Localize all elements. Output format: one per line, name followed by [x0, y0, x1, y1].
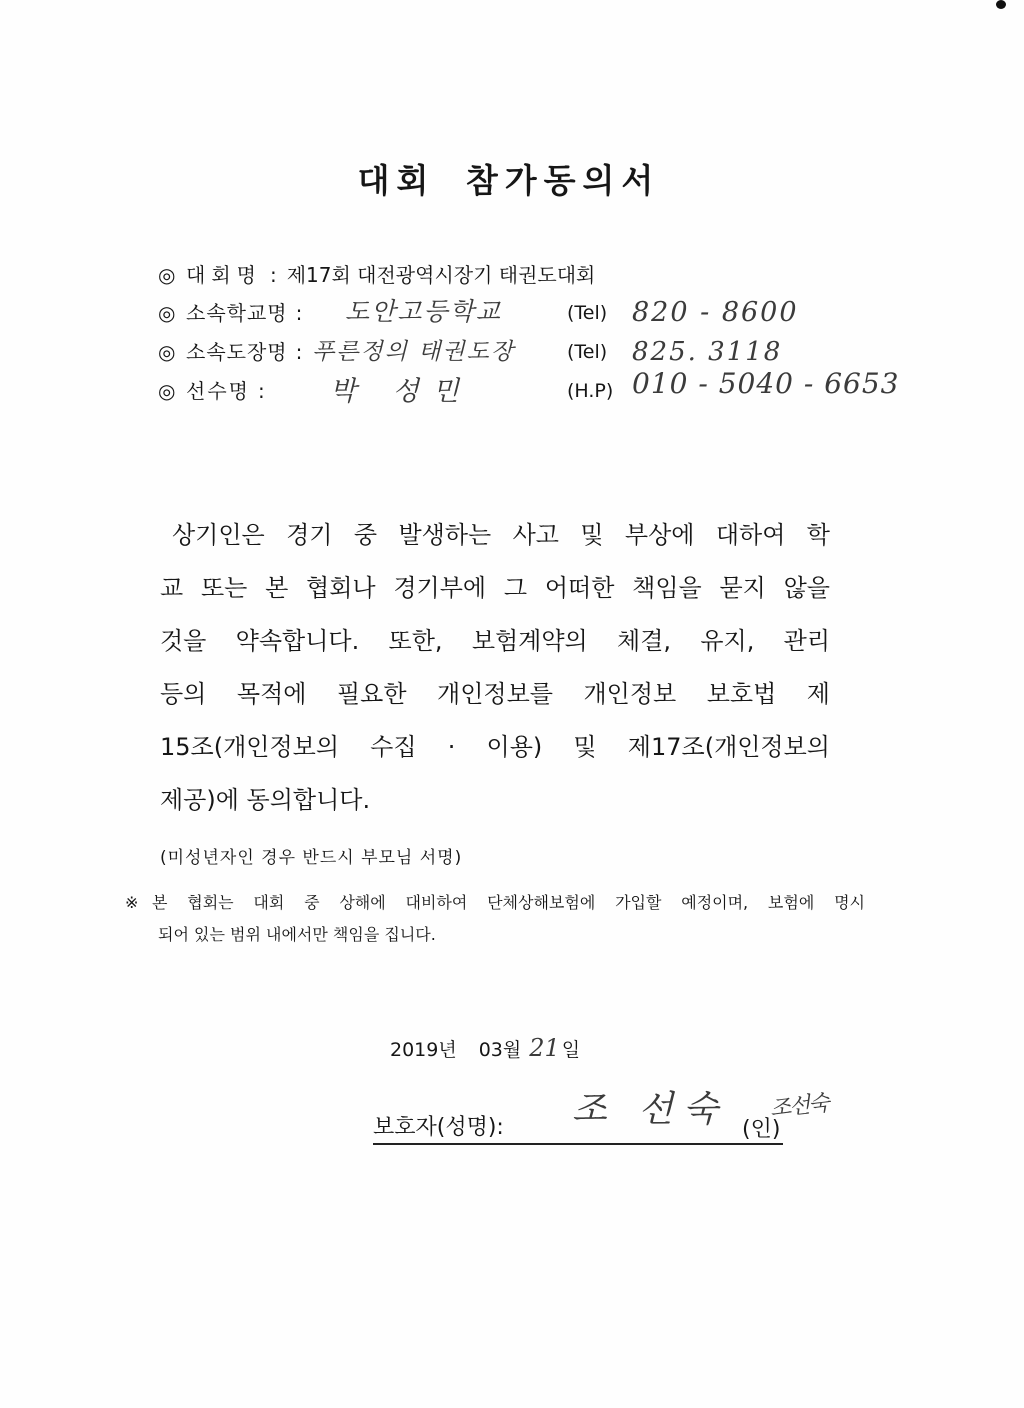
- date-month: 03월: [478, 1039, 522, 1061]
- dojang-tel-handwritten: 825. 3118: [632, 337, 783, 367]
- signature-underline: [373, 1143, 783, 1145]
- seal-mark: (인): [742, 1117, 781, 1142]
- dojang-tel-label: (Tel): [567, 341, 608, 363]
- dojang-label: 소속도장명: [186, 340, 288, 364]
- bullet-marker-icon: ◎: [158, 340, 176, 364]
- insurance-note-line: 본 협회는 대회 중 상해에 대비하여 단체상해보험에 가입할 예정이며, 보험에 명시: [152, 893, 865, 912]
- school-tel-label: (Tel): [567, 302, 608, 324]
- colon: :: [295, 301, 303, 325]
- date-year: 2019년: [390, 1039, 457, 1061]
- player-hp-label: (H.P): [567, 380, 614, 402]
- minor-guardian-note: (미성년자인 경우 반드시 부모님 서명): [160, 848, 463, 868]
- bullet-marker-icon: ◎: [158, 301, 176, 325]
- date-day-handwritten: 21: [529, 1034, 560, 1062]
- info-row-player: [158, 377, 275, 405]
- event-value: 제17회 대전광역시장기 태권도대회: [286, 263, 596, 287]
- school-label: 소속학교명: [186, 301, 288, 325]
- paragraph-line: 등의 목적에 필요한 개인정보를 개인정보 보호법 제: [160, 680, 830, 708]
- paragraph-line: 상기인은 경기 중 발생하는 사고 및 부상에 대하여 학: [172, 521, 830, 549]
- consent-paragraph: [160, 509, 830, 827]
- reference-mark-icon: ※: [125, 893, 139, 912]
- insurance-note-line: 되어 있는 범위 내에서만 책임을 집니다.: [158, 925, 436, 944]
- info-row-event: [158, 261, 595, 289]
- school-value-handwritten: 도안고등학교: [345, 297, 502, 326]
- info-row-school: [158, 299, 312, 327]
- guardian-signature: 조선숙: [768, 1091, 829, 1122]
- info-row-dojang: [158, 338, 306, 366]
- paragraph-line: 교 또는 본 협회나 경기부에 그 어떠한 책임을 묻지 않을: [160, 574, 830, 602]
- paragraph-line: 제공)에 동의합니다.: [160, 786, 371, 814]
- bullet-marker-icon: ◎: [158, 379, 176, 403]
- player-label: 선수명: [186, 379, 250, 403]
- dojang-value-handwritten: 푸른정의 태권도장: [312, 339, 516, 365]
- paragraph-line: 것을 약속합니다. 또한, 보험계약의 체결, 유지, 관리: [160, 627, 830, 655]
- paragraph-line: 15조(개인정보의 수집 · 이용) 및 제17조(개인정보의: [160, 733, 830, 761]
- bullet-marker-icon: ◎: [158, 263, 176, 287]
- school-tel-handwritten: 820 - 8600: [632, 297, 799, 328]
- guardian-label: 보호자(성명):: [373, 1115, 504, 1140]
- colon: :: [269, 263, 277, 287]
- event-label: 대회명: [186, 263, 262, 287]
- document-title: 대회 참가동의서: [357, 161, 661, 200]
- guardian-name-handwritten: 조 선숙: [572, 1089, 728, 1130]
- colon: :: [295, 340, 303, 364]
- insurance-note: [152, 887, 865, 951]
- player-hp-handwritten: 010 - 5040 - 6653: [632, 367, 900, 400]
- scan-speck: [996, 0, 1006, 9]
- date-day-unit: 일: [561, 1039, 581, 1061]
- signing-date: [390, 1035, 580, 1063]
- player-name-handwritten: 박 성민: [330, 376, 473, 407]
- colon: :: [257, 379, 265, 403]
